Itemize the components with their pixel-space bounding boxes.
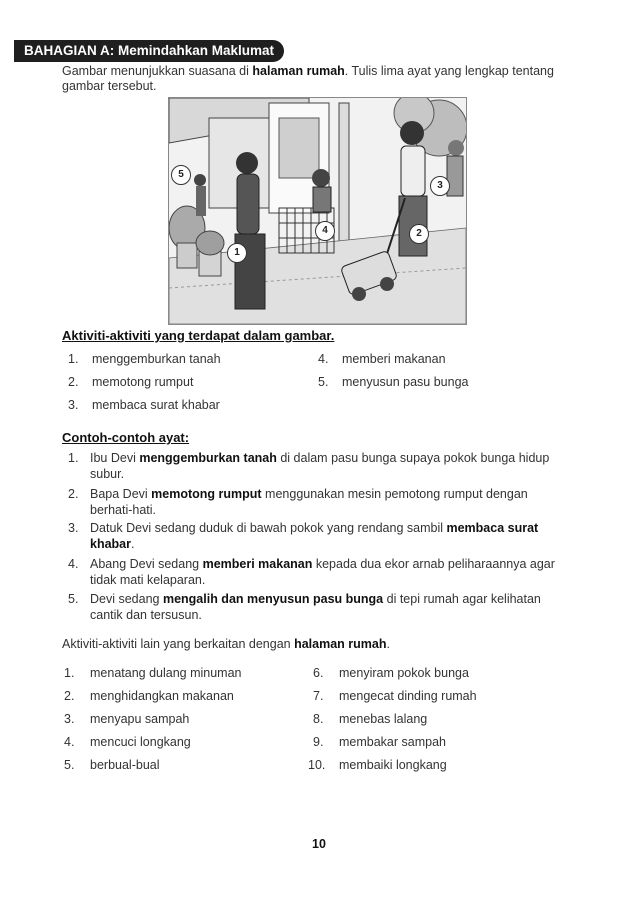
activity-item	[68, 398, 220, 412]
other-num: 9.	[313, 735, 324, 749]
other-item	[64, 666, 242, 680]
example-text-c: .	[131, 537, 135, 551]
other-activities-title	[62, 637, 390, 651]
activity-text: menggemburkan tanah	[92, 352, 221, 366]
activity-text: menyusun pasu bunga	[342, 375, 469, 389]
activity-num: 1.	[68, 352, 79, 366]
example-text	[90, 591, 568, 623]
example-item	[68, 591, 568, 623]
example-text	[90, 486, 568, 518]
other-num: 5.	[64, 758, 75, 772]
house-yard-illustration	[168, 97, 467, 325]
house-yard-drawing	[169, 98, 466, 324]
example-text	[90, 520, 568, 552]
other-num: 4.	[64, 735, 75, 749]
other-text: membakar sampah	[339, 735, 446, 749]
other-num: 2.	[64, 689, 75, 703]
other-title-a: Aktiviti-aktiviti lain yang berkaitan dengan	[62, 637, 295, 651]
section-header-banner	[14, 40, 284, 62]
other-num: 3.	[64, 712, 75, 726]
other-num: 1.	[64, 666, 75, 680]
activity-text: memberi makanan	[342, 352, 446, 366]
example-num: 1.	[68, 451, 79, 465]
other-text: menyapu sampah	[90, 712, 190, 726]
other-text: menyiram pokok bunga	[339, 666, 469, 680]
other-item	[313, 689, 477, 703]
example-item	[68, 486, 568, 518]
instruction-text	[62, 64, 582, 94]
other-num: 7.	[313, 689, 324, 703]
page-number: 10	[312, 837, 326, 851]
activity-num: 5.	[318, 375, 329, 389]
other-text: mencuci longkang	[90, 735, 191, 749]
activity-num: 2.	[68, 375, 79, 389]
marker-5: 5	[171, 165, 191, 185]
marker-4: 4	[315, 221, 335, 241]
example-num: 5.	[68, 592, 79, 606]
activities-title: Aktiviti-aktiviti yang terdapat dalam gambar.	[62, 328, 335, 343]
example-text-c: menggunakan mesin pemotong rumput dengan berhati-hati.	[90, 487, 528, 517]
marker-1: 1	[227, 243, 247, 263]
example-text	[90, 450, 568, 482]
instruction-part1: Gambar menunjukkan suasana di	[62, 64, 253, 78]
example-num: 2.	[68, 487, 79, 501]
example-text-c: di dalam pasu bunga supaya pokok bunga hidup subur.	[90, 451, 550, 481]
activity-item	[68, 375, 193, 389]
other-item	[313, 666, 469, 680]
example-text-a: Datuk Devi sedang duduk di bawah pokok yang rendang sambil	[90, 521, 447, 535]
section-header-title: BAHAGIAN A: Memindahkan Maklumat	[24, 43, 275, 58]
other-text: berbual-bual	[90, 758, 160, 772]
other-text: membaiki longkang	[339, 758, 447, 772]
other-item	[308, 758, 447, 772]
other-item	[313, 712, 427, 726]
example-item	[68, 520, 568, 552]
activity-item	[68, 352, 221, 366]
other-text: mengecat dinding rumah	[339, 689, 477, 703]
marker-2: 2	[409, 224, 429, 244]
other-item	[64, 689, 234, 703]
other-text: menebas lalang	[339, 712, 428, 726]
other-item	[313, 735, 446, 749]
example-text-a: Ibu Devi	[90, 451, 140, 465]
examples-title: Contoh-contoh ayat:	[62, 430, 190, 445]
other-title-bold: halaman rumah	[294, 637, 387, 651]
other-text: menghidangkan makanan	[90, 689, 234, 703]
activity-item	[318, 352, 446, 366]
other-item	[64, 735, 191, 749]
example-text-c: di tepi rumah agar kelihatan cantik dan tersusun.	[90, 592, 541, 622]
other-item	[64, 758, 160, 772]
example-text-a: Abang Devi sedang	[90, 557, 203, 571]
activity-num: 4.	[318, 352, 329, 366]
other-num: 10.	[308, 758, 326, 772]
activity-num: 3.	[68, 398, 79, 412]
example-num: 4.	[68, 557, 79, 571]
activity-item	[318, 375, 468, 389]
marker-3: 3	[430, 176, 450, 196]
example-text-bold: menggemburkan tanah	[139, 451, 277, 465]
activity-text: membaca surat khabar	[92, 398, 220, 412]
example-item	[68, 450, 568, 482]
example-text-bold: mengalih dan menyusun pasu bunga	[162, 592, 384, 606]
example-text-bold: memotong rumput	[151, 487, 262, 501]
other-num: 8.	[313, 712, 324, 726]
example-item	[68, 556, 568, 588]
other-title-c: .	[386, 637, 390, 651]
example-text-a: Devi sedang	[90, 592, 163, 606]
example-text-c: kepada dua ekor arnab peliharaannya agar tidak mati kelaparan.	[90, 557, 555, 587]
example-text-a: Bapa Devi	[90, 487, 152, 501]
example-num: 3.	[68, 521, 79, 535]
example-text-bold: membaca surat khabar	[90, 521, 539, 551]
instruction-bold: halaman rumah	[252, 64, 345, 78]
other-text: menatang dulang minuman	[90, 666, 242, 680]
other-item	[64, 712, 189, 726]
example-text-bold: memberi makanan	[202, 557, 313, 571]
example-text	[90, 556, 568, 588]
activity-text: memotong rumput	[92, 375, 194, 389]
instruction-part2: . Tulis lima ayat yang lengkap tentang gambar tersebut.	[62, 64, 554, 93]
other-num: 6.	[313, 666, 324, 680]
